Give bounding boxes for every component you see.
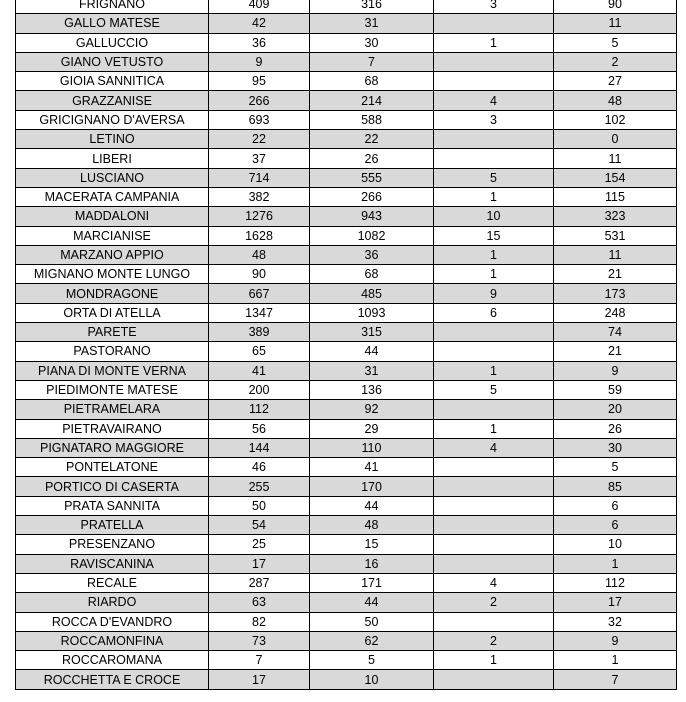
cell-value-4: 85 — [554, 477, 677, 496]
cell-value-4: 30 — [554, 438, 677, 457]
table-row — [16, 130, 677, 149]
cell-municipality: MARZANO APPIO — [16, 245, 209, 264]
cell-value-3: 6 — [434, 303, 554, 322]
cell-value-1: 50 — [209, 496, 310, 515]
cell-value-3: 9 — [434, 284, 554, 303]
cell-value-2: 92 — [310, 400, 434, 419]
table-row — [16, 168, 677, 187]
cell-value-3 — [434, 14, 554, 33]
cell-value-4: 248 — [554, 303, 677, 322]
cell-value-3: 3 — [434, 110, 554, 129]
cell-value-4: 5 — [554, 458, 677, 477]
cell-value-2: 44 — [310, 342, 434, 361]
table-row — [16, 245, 677, 264]
cell-municipality: PRATA SANNITA — [16, 496, 209, 515]
cell-value-2: 26 — [310, 149, 434, 168]
cell-municipality: MACERATA CAMPANIA — [16, 187, 209, 206]
cell-value-1: 382 — [209, 187, 310, 206]
cell-value-3 — [434, 477, 554, 496]
cell-municipality: MADDALONI — [16, 207, 209, 226]
cell-value-3 — [434, 323, 554, 342]
cell-value-3: 10 — [434, 207, 554, 226]
cell-value-1: 1347 — [209, 303, 310, 322]
cell-value-3: 3 — [434, 0, 554, 14]
cell-value-1: 25 — [209, 535, 310, 554]
table-body — [16, 0, 677, 689]
cell-value-2: 41 — [310, 458, 434, 477]
table-row — [16, 323, 677, 342]
cell-value-2: 68 — [310, 72, 434, 91]
cell-value-2: 943 — [310, 207, 434, 226]
cell-value-4: 6 — [554, 516, 677, 535]
cell-value-1: 200 — [209, 380, 310, 399]
municipality-table — [15, 0, 677, 690]
cell-value-2: 588 — [310, 110, 434, 129]
table-row — [16, 284, 677, 303]
cell-municipality: PARETE — [16, 323, 209, 342]
table-row — [16, 226, 677, 245]
cell-municipality: MARCIANISE — [16, 226, 209, 245]
cell-value-3: 1 — [434, 419, 554, 438]
cell-value-4: 10 — [554, 535, 677, 554]
table-row — [16, 535, 677, 554]
table-row — [16, 187, 677, 206]
cell-value-3: 2 — [434, 631, 554, 650]
cell-value-4: 32 — [554, 612, 677, 631]
cell-value-2: 30 — [310, 33, 434, 52]
table-row — [16, 149, 677, 168]
cell-municipality: GALLO MATESE — [16, 14, 209, 33]
cell-value-3: 5 — [434, 380, 554, 399]
table-row — [16, 593, 677, 612]
cell-municipality: ROCCA D'EVANDRO — [16, 612, 209, 631]
table-row — [16, 110, 677, 129]
cell-value-2: 110 — [310, 438, 434, 457]
cell-value-2: 31 — [310, 361, 434, 380]
cell-municipality: LETINO — [16, 130, 209, 149]
cell-value-1: 36 — [209, 33, 310, 52]
cell-value-3: 15 — [434, 226, 554, 245]
cell-value-1: 714 — [209, 168, 310, 187]
table-row — [16, 670, 677, 689]
table-row — [16, 400, 677, 419]
cell-value-1: 95 — [209, 72, 310, 91]
cell-municipality: GIOIA SANNITICA — [16, 72, 209, 91]
table-row — [16, 207, 677, 226]
cell-value-1: 389 — [209, 323, 310, 342]
table-row — [16, 303, 677, 322]
cell-value-2: 7 — [310, 52, 434, 71]
cell-value-2: 136 — [310, 380, 434, 399]
table-row — [16, 631, 677, 650]
cell-value-1: 17 — [209, 670, 310, 689]
cell-value-3: 1 — [434, 265, 554, 284]
cell-value-3 — [434, 496, 554, 515]
cell-value-1: 7 — [209, 651, 310, 670]
cell-value-4: 17 — [554, 593, 677, 612]
cell-value-2: 68 — [310, 265, 434, 284]
cell-municipality: PIANA DI MONTE VERNA — [16, 361, 209, 380]
cell-value-2: 10 — [310, 670, 434, 689]
cell-value-3: 4 — [434, 91, 554, 110]
cell-value-1: 22 — [209, 130, 310, 149]
cell-value-3 — [434, 554, 554, 573]
cell-value-3 — [434, 52, 554, 71]
table-row — [16, 0, 677, 14]
cell-value-1: 82 — [209, 612, 310, 631]
cell-value-1: 112 — [209, 400, 310, 419]
cell-value-1: 9 — [209, 52, 310, 71]
table-row — [16, 651, 677, 670]
cell-value-3 — [434, 458, 554, 477]
cell-value-1: 41 — [209, 361, 310, 380]
cell-value-2: 44 — [310, 496, 434, 515]
table-row — [16, 573, 677, 592]
cell-value-4: 154 — [554, 168, 677, 187]
table-row — [16, 477, 677, 496]
cell-municipality: PIETRAMELARA — [16, 400, 209, 419]
cell-value-1: 56 — [209, 419, 310, 438]
cell-value-2: 170 — [310, 477, 434, 496]
cell-value-2: 266 — [310, 187, 434, 206]
cell-value-3: 1 — [434, 187, 554, 206]
cell-municipality: PONTELATONE — [16, 458, 209, 477]
cell-value-1: 287 — [209, 573, 310, 592]
cell-value-4: 59 — [554, 380, 677, 399]
cell-value-4: 2 — [554, 52, 677, 71]
cell-municipality: FRIGNANO — [16, 0, 209, 14]
cell-municipality: PIGNATARO MAGGIORE — [16, 438, 209, 457]
cell-value-2: 316 — [310, 0, 434, 14]
cell-municipality: ORTA DI ATELLA — [16, 303, 209, 322]
table-row — [16, 554, 677, 573]
cell-value-4: 7 — [554, 670, 677, 689]
cell-value-3: 1 — [434, 361, 554, 380]
cell-value-1: 667 — [209, 284, 310, 303]
cell-value-4: 9 — [554, 631, 677, 650]
cell-municipality: RECALE — [16, 573, 209, 592]
cell-value-2: 48 — [310, 516, 434, 535]
cell-value-2: 5 — [310, 651, 434, 670]
cell-value-2: 214 — [310, 91, 434, 110]
table-row — [16, 72, 677, 91]
cell-value-2: 31 — [310, 14, 434, 33]
cell-value-4: 112 — [554, 573, 677, 592]
cell-municipality: GRAZZANISE — [16, 91, 209, 110]
cell-value-4: 9 — [554, 361, 677, 380]
cell-value-3 — [434, 72, 554, 91]
cell-value-4: 21 — [554, 342, 677, 361]
table-row — [16, 516, 677, 535]
cell-municipality: PIETRAVAIRANO — [16, 419, 209, 438]
cell-value-3 — [434, 612, 554, 631]
table-row — [16, 612, 677, 631]
cell-value-4: 11 — [554, 245, 677, 264]
cell-value-4: 115 — [554, 187, 677, 206]
cell-value-3: 4 — [434, 438, 554, 457]
cell-value-1: 37 — [209, 149, 310, 168]
cell-value-1: 54 — [209, 516, 310, 535]
cell-municipality: PRESENZANO — [16, 535, 209, 554]
cell-value-1: 255 — [209, 477, 310, 496]
cell-value-1: 409 — [209, 0, 310, 14]
cell-value-3 — [434, 535, 554, 554]
table-row — [16, 14, 677, 33]
cell-municipality: PRATELLA — [16, 516, 209, 535]
table-row — [16, 265, 677, 284]
cell-value-2: 36 — [310, 245, 434, 264]
cell-value-4: 6 — [554, 496, 677, 515]
cell-value-3: 2 — [434, 593, 554, 612]
cell-value-4: 74 — [554, 323, 677, 342]
cell-value-4: 20 — [554, 400, 677, 419]
cell-municipality: LUSCIANO — [16, 168, 209, 187]
cell-municipality: ROCCAROMANA — [16, 651, 209, 670]
cell-municipality: MIGNANO MONTE LUNGO — [16, 265, 209, 284]
cell-municipality: LIBERI — [16, 149, 209, 168]
cell-value-1: 693 — [209, 110, 310, 129]
cell-value-4: 11 — [554, 14, 677, 33]
cell-municipality: RAVISCANINA — [16, 554, 209, 573]
cell-value-3: 1 — [434, 245, 554, 264]
cell-value-1: 266 — [209, 91, 310, 110]
cell-municipality: PORTICO DI CASERTA — [16, 477, 209, 496]
cell-value-1: 1276 — [209, 207, 310, 226]
cell-value-4: 48 — [554, 91, 677, 110]
table-row — [16, 419, 677, 438]
cell-value-1: 1628 — [209, 226, 310, 245]
cell-value-3 — [434, 149, 554, 168]
cell-value-4: 27 — [554, 72, 677, 91]
cell-municipality: GRICIGNANO D'AVERSA — [16, 110, 209, 129]
cell-value-2: 1082 — [310, 226, 434, 245]
table-row — [16, 33, 677, 52]
cell-value-3: 4 — [434, 573, 554, 592]
cell-municipality: ROCCHETTA E CROCE — [16, 670, 209, 689]
cell-value-1: 17 — [209, 554, 310, 573]
cell-value-2: 50 — [310, 612, 434, 631]
table-row — [16, 458, 677, 477]
cell-value-4: 173 — [554, 284, 677, 303]
cell-value-2: 15 — [310, 535, 434, 554]
cell-value-4: 11 — [554, 149, 677, 168]
cell-value-1: 48 — [209, 245, 310, 264]
cell-municipality: PIEDIMONTE MATESE — [16, 380, 209, 399]
cell-value-3 — [434, 400, 554, 419]
cell-value-1: 46 — [209, 458, 310, 477]
cell-value-2: 555 — [310, 168, 434, 187]
cell-value-3: 5 — [434, 168, 554, 187]
cell-value-2: 29 — [310, 419, 434, 438]
cell-value-4: 26 — [554, 419, 677, 438]
cell-value-3 — [434, 670, 554, 689]
cell-value-4: 1 — [554, 651, 677, 670]
cell-value-2: 485 — [310, 284, 434, 303]
cell-value-3: 1 — [434, 33, 554, 52]
table-row — [16, 91, 677, 110]
cell-value-2: 62 — [310, 631, 434, 650]
table-row — [16, 380, 677, 399]
cell-value-4: 323 — [554, 207, 677, 226]
cell-value-4: 0 — [554, 130, 677, 149]
cell-value-2: 1093 — [310, 303, 434, 322]
cell-value-4: 102 — [554, 110, 677, 129]
cell-value-1: 63 — [209, 593, 310, 612]
cell-value-4: 90 — [554, 0, 677, 14]
cell-municipality: RIARDO — [16, 593, 209, 612]
cell-value-2: 171 — [310, 573, 434, 592]
table-row — [16, 496, 677, 515]
cell-value-1: 65 — [209, 342, 310, 361]
cell-value-1: 73 — [209, 631, 310, 650]
table-row — [16, 52, 677, 71]
cell-municipality: ROCCAMONFINA — [16, 631, 209, 650]
cell-value-4: 5 — [554, 33, 677, 52]
cell-value-2: 44 — [310, 593, 434, 612]
cell-municipality: GIANO VETUSTO — [16, 52, 209, 71]
table-row — [16, 342, 677, 361]
table-row — [16, 361, 677, 380]
cell-municipality: GALLUCCIO — [16, 33, 209, 52]
cell-value-3 — [434, 516, 554, 535]
cell-value-4: 1 — [554, 554, 677, 573]
cell-municipality: MONDRAGONE — [16, 284, 209, 303]
cell-value-2: 315 — [310, 323, 434, 342]
cell-value-1: 42 — [209, 14, 310, 33]
cell-value-3 — [434, 130, 554, 149]
cell-value-2: 16 — [310, 554, 434, 573]
cell-value-1: 144 — [209, 438, 310, 457]
cell-municipality: PASTORANO — [16, 342, 209, 361]
cell-value-1: 90 — [209, 265, 310, 284]
cell-value-3 — [434, 342, 554, 361]
cell-value-4: 21 — [554, 265, 677, 284]
data-table-container — [15, 0, 677, 690]
cell-value-4: 531 — [554, 226, 677, 245]
cell-value-2: 22 — [310, 130, 434, 149]
table-row — [16, 438, 677, 457]
cell-value-3: 1 — [434, 651, 554, 670]
